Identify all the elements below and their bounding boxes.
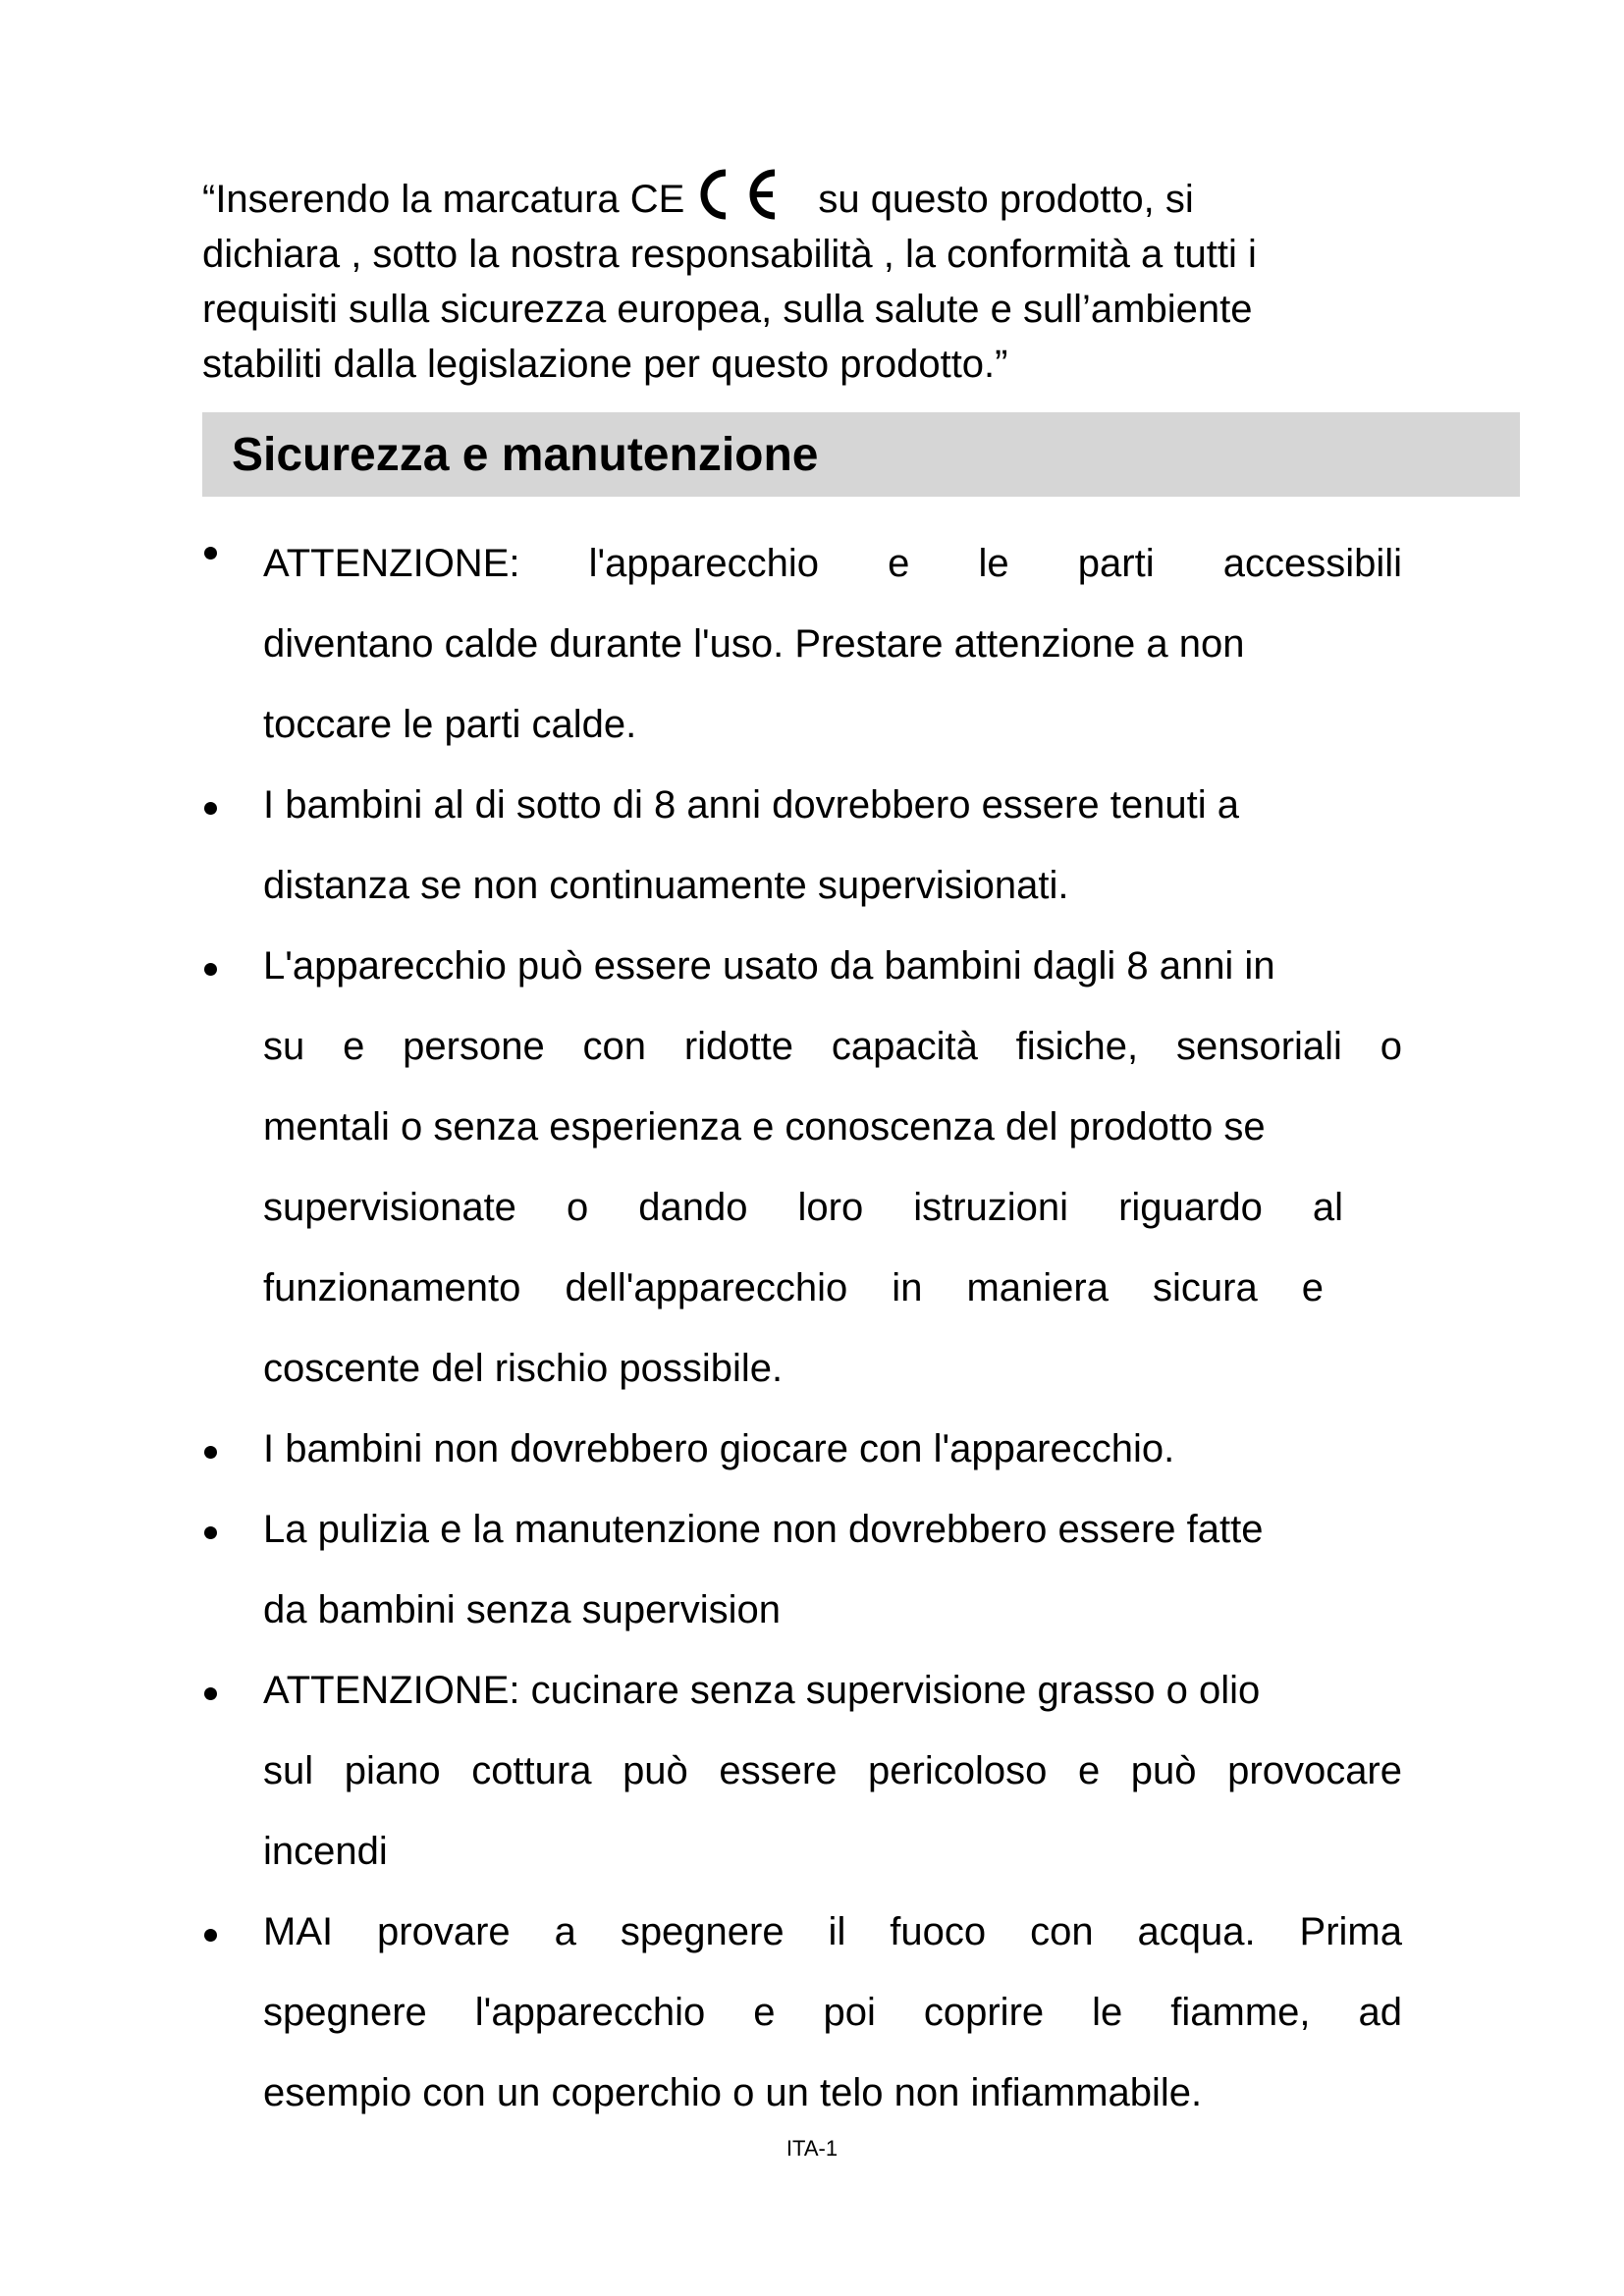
bullet-line: distanza se non continuamente supervisionati. bbox=[263, 864, 1069, 907]
bullet-line: L'apparecchio può essere usato da bambini dagli 8 anni in bbox=[263, 944, 1275, 988]
bullet-line: supervisionate o dando loro istruzioni riguardo al bbox=[263, 1186, 1343, 1229]
bullet-line: I bambini al di sotto di 8 anni dovrebbero essere tenuti a bbox=[263, 783, 1239, 827]
section-title: Sicurezza e manutenzione bbox=[232, 429, 819, 481]
ce-mark-logo bbox=[692, 167, 783, 222]
intro-line-1 bbox=[202, 167, 1430, 227]
intro-line-2: dichiara , sotto la nostra responsabilità , la conformità a tutti i bbox=[202, 233, 1257, 276]
bullet-line: sul piano cottura può essere pericoloso e può provocare bbox=[263, 1749, 1402, 1792]
bullet-dot-icon bbox=[204, 1929, 217, 1942]
bullet-line: I bambini non dovrebbero giocare con l'apparecchio. bbox=[263, 1427, 1175, 1470]
bullet-line: spegnere l'apparecchio e poi coprire le fiamme, ad bbox=[263, 1991, 1402, 2034]
intro-line-3: requisiti sulla sicurezza europea, sulla salute e sull’ambiente bbox=[202, 288, 1253, 331]
bullet-line: da bambini senza supervision bbox=[263, 1588, 781, 1631]
section-header-band bbox=[202, 412, 1520, 497]
bullet-line: funzionamento dell'apparecchio in maniera sicura e bbox=[263, 1266, 1324, 1309]
bullet-dot-icon bbox=[204, 1687, 217, 1700]
bullet-line: ATTENZIONE: cucinare senza supervisione grasso o olio bbox=[263, 1669, 1261, 1712]
bullet-line: La pulizia e la manutenzione non dovrebbero essere fatte bbox=[263, 1508, 1264, 1551]
page-number: ITA-1 bbox=[785, 2136, 839, 2161]
ce-declaration-paragraph bbox=[202, 167, 1430, 392]
bullet-line: MAI provare a spegnere il fuoco con acqua. Prima bbox=[263, 1910, 1402, 1953]
bullet-dot-icon bbox=[204, 547, 217, 560]
intro-line-1-end: su questo prodotto, si bbox=[818, 178, 1194, 221]
bullet-line: mentali o senza esperienza e conoscenza del prodotto se bbox=[263, 1105, 1266, 1148]
bullet-dot-icon bbox=[204, 802, 217, 815]
bullet-line: toccare le parti calde. bbox=[263, 703, 637, 746]
bullet-line: incendi bbox=[263, 1830, 388, 1873]
bullet-line: ATTENZIONE: l'apparecchio e le parti accessibili bbox=[263, 542, 1402, 585]
bullet-line: diventano calde durante l'uso. Prestare attenzione a non bbox=[263, 622, 1245, 666]
intro-line-4: stabiliti dalla legislazione per questo prodotto.” bbox=[202, 343, 1008, 386]
bullet-dot-icon bbox=[204, 1446, 217, 1459]
bullet-dot-icon bbox=[204, 1526, 217, 1539]
bullet-line: esempio con un coperchio o un telo non infiammabile. bbox=[263, 2071, 1203, 2114]
bullet-line: su e persone con ridotte capacità fisiche, sensoriali o bbox=[263, 1025, 1402, 1068]
intro-line-1-start: “Inserendo la marcatura CE bbox=[202, 178, 685, 221]
bullet-line: coscente del rischio possibile. bbox=[263, 1347, 784, 1390]
bullet-dot-icon bbox=[204, 963, 217, 976]
